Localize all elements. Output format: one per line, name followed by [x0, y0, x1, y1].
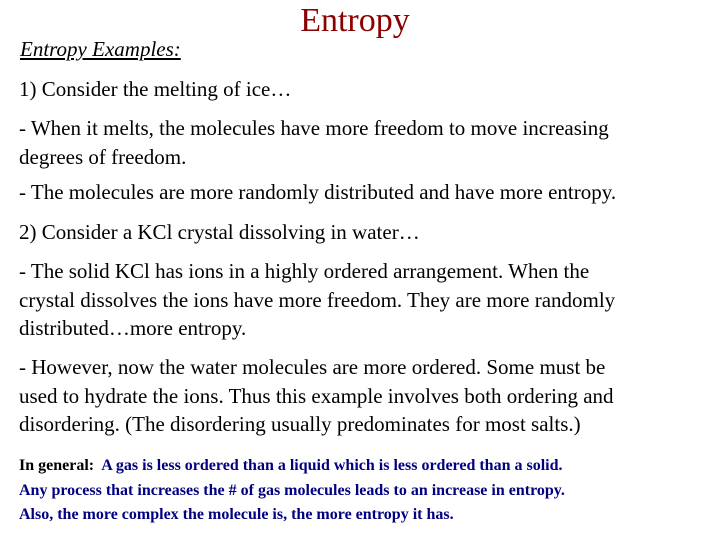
paragraph-line: crystal dissolves the ions have more freedom. They are more randomly	[19, 287, 616, 312]
summary-line-3: Also, the more complex the molecule is, the more entropy it has.	[19, 506, 454, 523]
section-label: Entropy Examples:	[20, 37, 181, 61]
paragraph-random-distribution	[19, 178, 709, 207]
paragraph-kcl-dissolving	[19, 218, 709, 247]
summary-line-2: Any process that increases the # of gas molecules leads to an increase in entropy.	[19, 481, 565, 499]
paragraph-line: - When it melts, the molecules have more freedom to move increasing	[19, 116, 609, 140]
paragraph-kcl-ions	[19, 257, 709, 343]
summary-lead: In general:	[19, 457, 95, 474]
paragraph-line: 1) Consider the melting of ice…	[19, 77, 292, 101]
paragraph-water-ordering	[19, 353, 709, 439]
paragraph-line: - However, now the water molecules are more ordered. Some must be	[19, 355, 606, 379]
paragraph-line: - The solid KCl has ions in a highly ordered arrangement. When the	[19, 259, 590, 283]
paragraph-line: - The molecules are more randomly distributed and have more entropy.	[19, 180, 617, 204]
summary-text: A gas is less ordered than a liquid which is less ordered than a solid.	[94, 457, 563, 474]
paragraph-ice-melting	[19, 75, 709, 104]
summary-line-1	[19, 454, 565, 479]
paragraph-line: degrees of freedom.	[19, 144, 187, 169]
paragraph-line: disordering. (The disordering usually predominates for most salts.)	[19, 412, 581, 436]
paragraph-melting-freedom	[19, 114, 709, 171]
paragraph-line: distributed…more entropy.	[19, 316, 247, 340]
paragraph-line: used to hydrate the ions. Thus this example involves both ordering and	[19, 383, 614, 408]
summary-box	[19, 454, 565, 528]
paragraph-line: 2) Consider a KCl crystal dissolving in water…	[19, 220, 420, 244]
slide-title: Entropy	[300, 2, 410, 39]
